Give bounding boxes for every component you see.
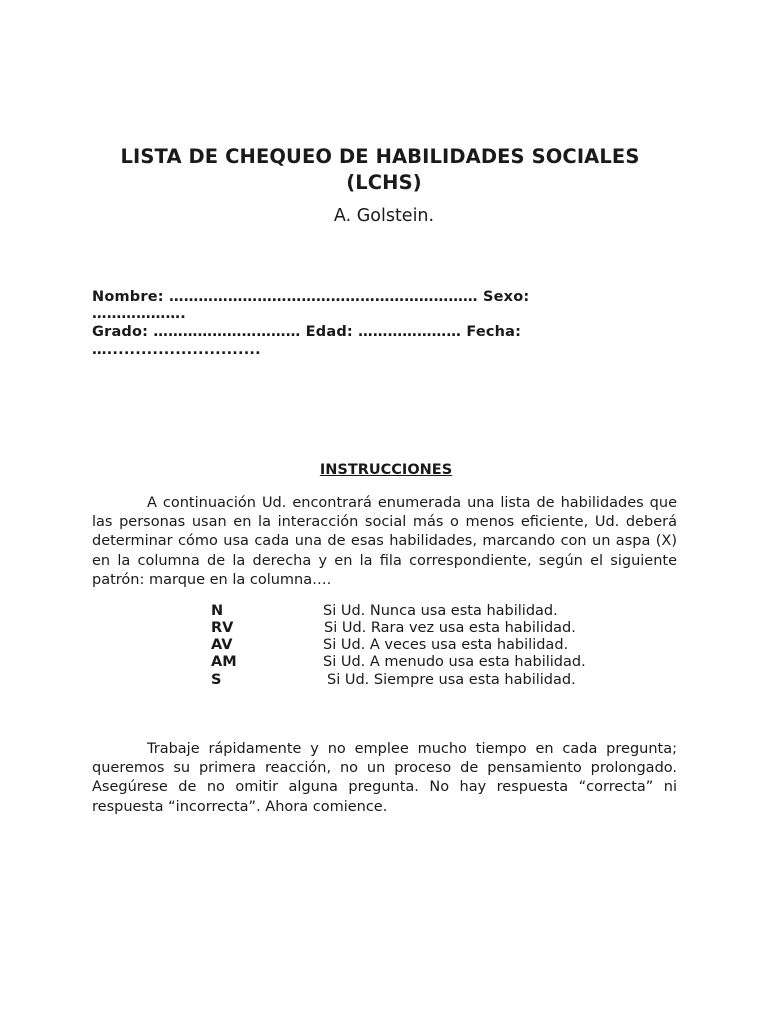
instructions-paragraph: A continuación Ud. encontrará enumerada una lista de habilidades que las personas usan en la interacción social más o menos eficiente, Ud. deberá determinar cómo usa cada una de esas habilidades, marcando con un aspa (X) en la columna de la derecha y en la fila correspondiente, según el siguiente patrón: marque en la columna…. [92, 495, 677, 588]
form-grade-age-date-line: Grado: ………………………… Edad: ………………… Fecha: [92, 324, 522, 340]
legend-description: Si Ud. Nunca usa esta habilidad. [323, 603, 558, 619]
legend-description: Si Ud. A menudo usa esta habilidad. [323, 654, 586, 670]
form-sex-continuation: ………………. [92, 306, 186, 322]
form-name-sex-line: Nombre: ……………………………………………………… Sexo: [92, 289, 530, 305]
legend-description: Si Ud. Siempre usa esta habilidad. [327, 672, 576, 688]
form-date-continuation: …........................... [92, 342, 261, 358]
legend-code: S [211, 672, 222, 688]
document-author: A. Golstein. [333, 206, 435, 226]
legend-code: RV [211, 620, 234, 636]
legend-code: AM [211, 654, 237, 670]
legend-description: Si Ud. A veces usa esta habilidad. [323, 637, 569, 653]
closing-paragraph: Trabaje rápidamente y no emplee mucho tiempo en cada pregunta; queremos su primera reacción, no un proceso de pensamiento prolongado. Asegúrese de no omitir alguna pregunta. No hay respuesta “correcta” ni respuesta “incorrecta”. Ahora comience. [92, 741, 677, 815]
legend-description: Si Ud. Rara vez usa esta habilidad. [324, 620, 576, 636]
legend-code: N [211, 603, 224, 619]
legend-code: AV [211, 637, 233, 653]
document-title-abbreviation: (LCHS) [346, 171, 422, 194]
document-title: LISTA DE CHEQUEO DE HABILIDADES SOCIALES [120, 145, 640, 168]
instructions-heading: INSTRUCCIONES [319, 462, 453, 478]
